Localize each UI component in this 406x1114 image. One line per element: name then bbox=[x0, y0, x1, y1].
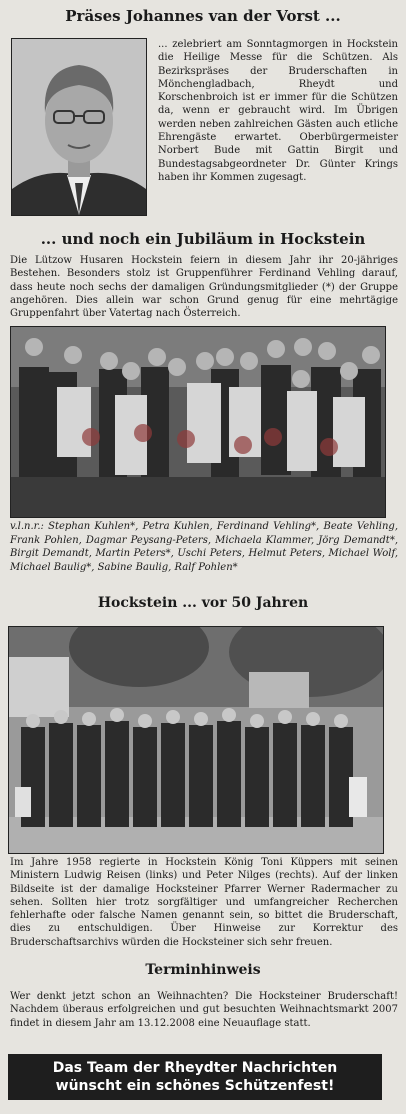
article-terminhinweis-body: Wer denkt jetzt schon an Weihnachten? Die Hocksteiner Bruderschaft! Nachdem überaus erfolgreichen und gut besuchten Weihnachtsmarkt 2007 findet in diesem Jahr am 13.12.2008 eine Neuauflage statt. bbox=[10, 991, 398, 1029]
banner-line-1: Das Team der Rheydter Nachrichten bbox=[52, 1060, 338, 1076]
headline-praeses: Präses Johannes van der Vorst ... bbox=[65, 7, 341, 25]
article-jubilaeum-body: Die Lützow Husaren Hockstein feiern in diesem Jahr ihr 20-jähriges Bestehen. Besonders stolz ist Gruppenführer Ferdinand Vehling darauf, dass heute noch sechs der damaligen Gründungsmitglieder (*) der Gruppe angehören. Dies allein war schon Grund genug für eine mehrtägige Gruppenfahrt über Vatertag nach Österreich. bbox=[10, 255, 398, 320]
group-photo-luetzow-husaren bbox=[10, 326, 386, 518]
article-praeses-body: ... zelebriert am Sonntagmorgen in Hockstein die Heilige Messe für die Schützen. Als Bezirkspräses der Bruderschaften in Mönchengladbach, Rheydt und Korschenbroich ist er immer für die Schützen da, wenn er gebraucht wird. Im Übrigen werden neben zahlreichen Gästen auch etliche Ehrengäste erwartet. Oberbürgermeister Norbert Bude mit Gattin Birgit und Bundestagsabgeordneter Dr. Günter Krings haben ihr Kommen zugesagt. bbox=[158, 39, 398, 183]
headline-jubilaeum: ... und noch ein Jubiläum in Hockstein bbox=[40, 230, 366, 248]
article-vor-50-jahren-body: Im Jahre 1958 regierte in Hockstein König Toni Küppers mit seinen Ministern Ludwig Reisen (links) und Peter Nilges (rechts). Auf der linken Bildseite ist der damalige Hocksteiner Pfarrer Werner Radermacher zu sehen. Sollten hier trotz sorgfältiger und umfangreicher Recherchen fehlerhafte oder falsche Namen genannt sein, so bittet die Bruderschaft, dies zu entschuldigen. Über Hinweise zur Korrektur des Bruderschaftsarchivs würden die Hocksteiner sich sehr freuen. bbox=[10, 857, 398, 948]
headline-terminhinweis: Terminhinweis bbox=[145, 962, 261, 978]
headline-vor-50-jahren: Hockstein ... vor 50 Jahren bbox=[97, 595, 309, 611]
historic-group-photo-1958 bbox=[8, 626, 384, 854]
portrait-photo bbox=[11, 38, 147, 216]
group-photo-caption: v.l.n.r.: Stephan Kuhlen*, Petra Kuhlen, Ferdinand Vehling*, Beate Vehling, Frank Pohlen, Dagmar Peysang-Peters, Michaela Klammer, Jörg Demandt*, Birgit Demandt, Martin Peters*, Uschi Peters, Helmut Peters, Michael Wolf, Michael Baulig*, Sabine Baulig, Ralf Pohlen* bbox=[10, 521, 398, 573]
banner-line-2: wünscht ein schönes Schützenfest! bbox=[55, 1078, 335, 1094]
greeting-banner bbox=[8, 1054, 382, 1100]
